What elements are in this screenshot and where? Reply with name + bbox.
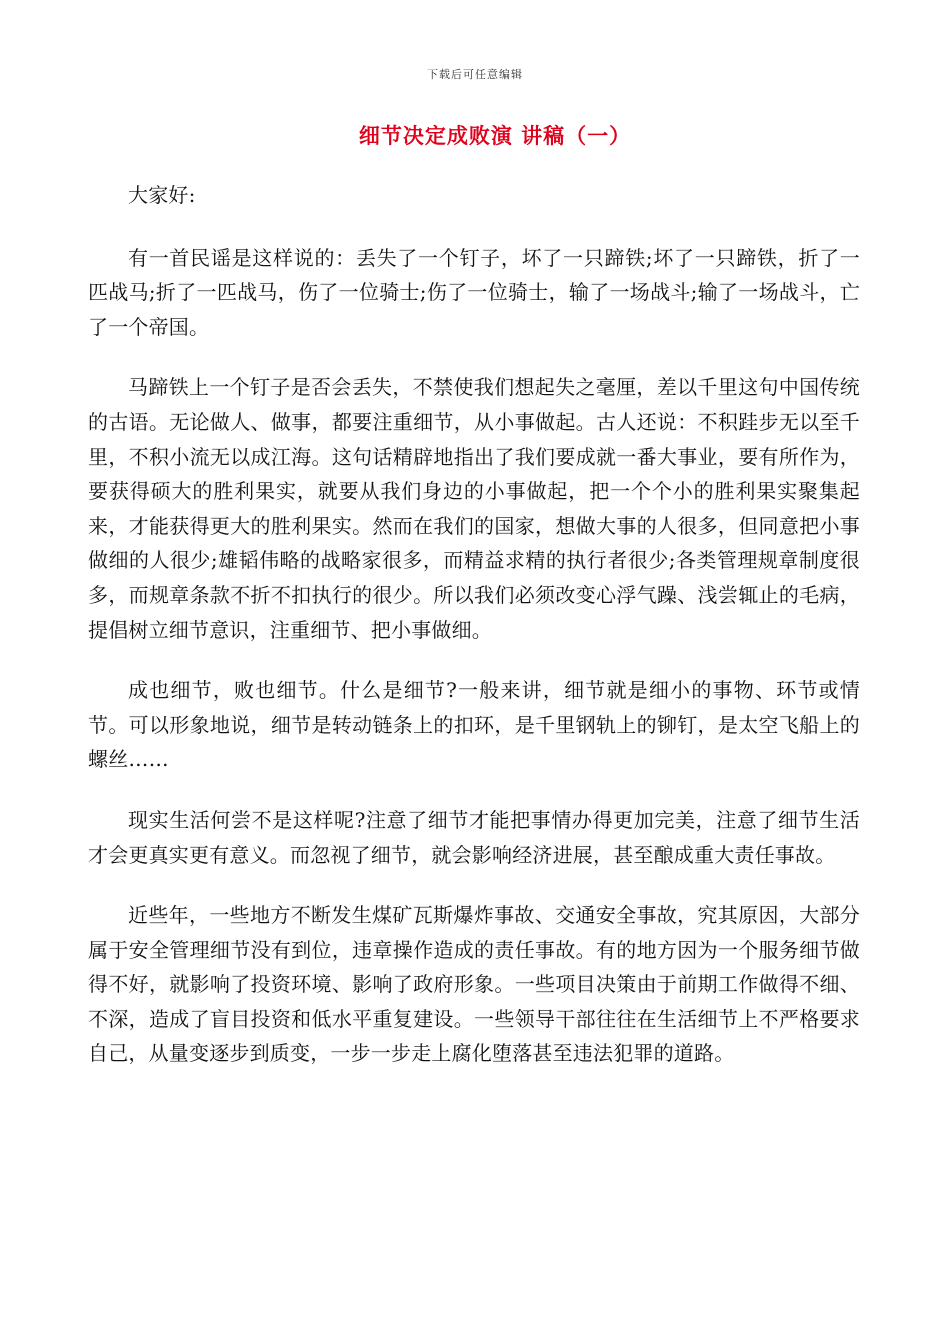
document-body xyxy=(88,178,860,1097)
paragraph-5: 近些年，一些地方不断发生煤矿瓦斯爆炸事故、交通安全事故，究其原因，大部分属于安全管理细节没有到位，违章操作造成的责任事故。有的地方因为一个服务细节做得不好，就影响了投资环境、影响了政府形象。一些项目决策由于前期工作做得不细、不深，造成了盲目投资和低水平重复建设。一些领导干部往往在生活细节上不严格要求自己，从量变逐步到质变，一步一步走上腐化堕落甚至违法犯罪的道路。 xyxy=(88,903,860,1066)
paragraph-1: 有一首民谣是这样说的：丢失了一个钉子，坏了一只蹄铁;坏了一只蹄铁，折了一匹战马;折了一匹战马，伤了一位骑士;伤了一位骑士，输了一场战斗;输了一场战斗，亡了一个帝国。 xyxy=(88,245,860,339)
paragraph-4: 现实生活何尝不是这样呢?注意了细节才能把事情办得更加完美，注意了细节生活才会更真实更有意义。而忽视了细节，就会影响经济进展，甚至酿成重大责任事故。 xyxy=(88,807,860,867)
document-title: 细节决定成败演 讲稿（一） xyxy=(358,123,632,148)
greeting: 大家好: xyxy=(128,183,196,207)
header-note: 下载后可任意编辑 xyxy=(427,68,523,81)
paragraph-2: 马蹄铁上一个钉子是否会丢失，不禁使我们想起失之毫厘，差以千里这句中国传统的古语。无论做人、做事，都要注重细节，从小事做起。古人还说：不积跬步无以至千里，不积小流无以成江海。这句话精辟地指出了我们要成就一番大事业，要有所作为，要获得硕大的胜利果实，就要从我们身边的小事做起，把一个个小的胜利果实聚集起来，才能获得更大的胜利果实。然而在我们的国家，想做大事的人很多，但同意把小事做细的人很少;雄韬伟略的战略家很多，而精益求精的执行者很少;各类管理规章制度很多，而规章条款不折不扣执行的很少。所以我们必须改变心浮气躁、浅尝辄止的毛病，提倡树立细节意识，注重细节、把小事做细。 xyxy=(88,375,860,642)
paragraph-3: 成也细节，败也细节。什么是细节?一般来讲，细节就是细小的事物、环节或情节。可以形象地说，细节是转动链条上的扣环，是千里钢轨上的铆钉，是太空飞船上的螺丝…… xyxy=(88,678,860,772)
